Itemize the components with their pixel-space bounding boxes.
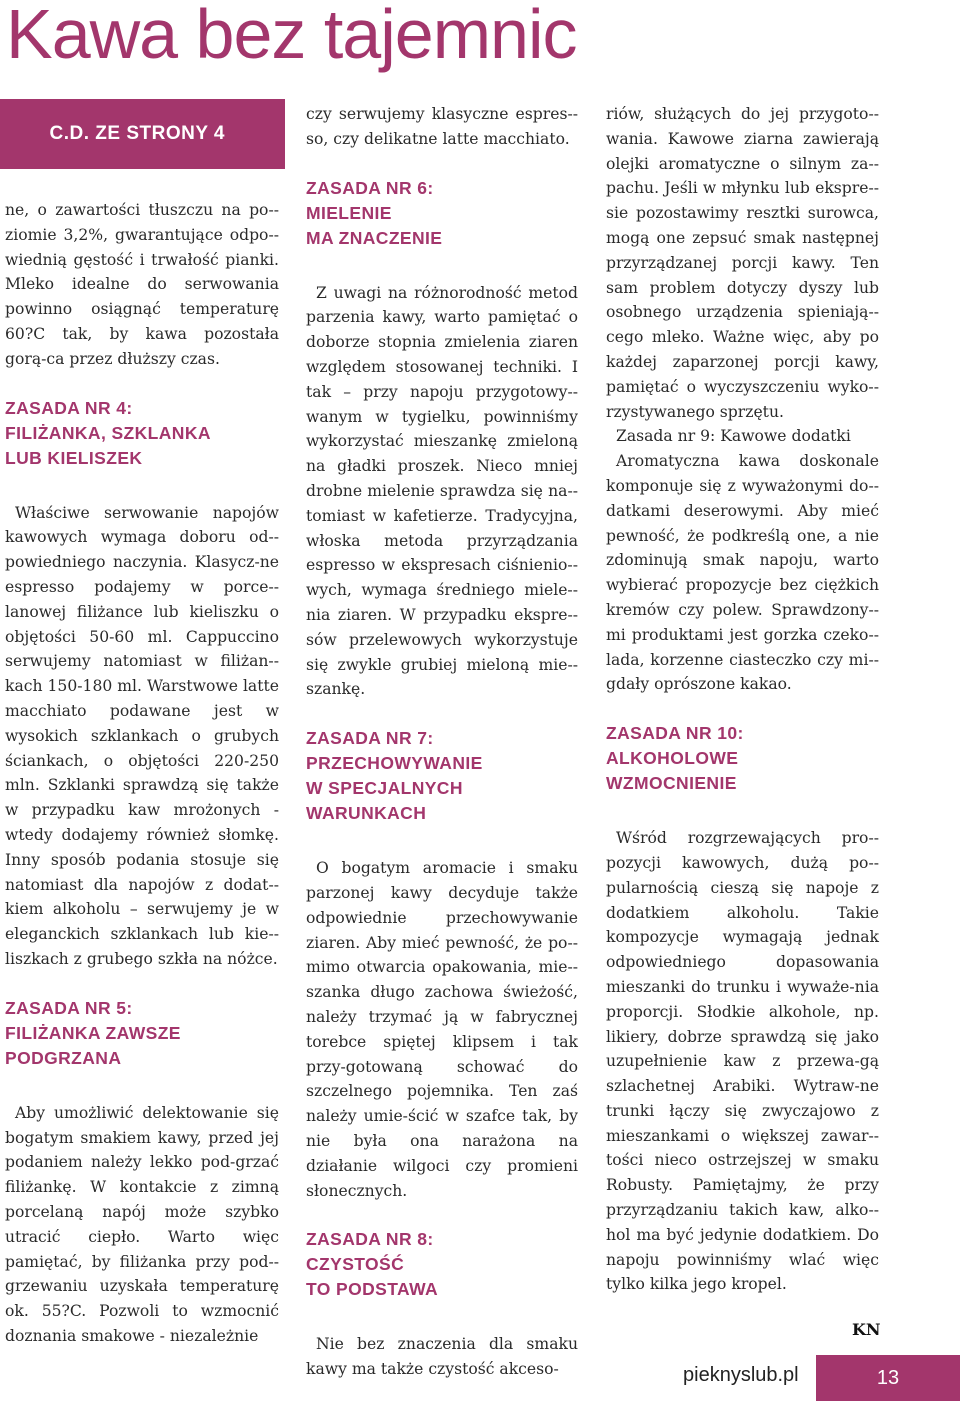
page-number: 13 (876, 1366, 900, 1389)
page-title: Kawa bez tajemnic (6, 0, 577, 73)
continued-from-banner (0, 99, 285, 169)
author-signature: KN (852, 1320, 881, 1339)
section-heading-10: ZASADA NR 10: ALKOHOLOWE WZMOCNIENIE (606, 723, 744, 794)
section-heading-6: ZASADA NR 6: MIELENIE MA ZNACZENIE (306, 177, 443, 248)
page-number-box (816, 1355, 960, 1401)
section-heading-5: ZASADA NR 5: FILIŻANKA ZAWSZE PODGRZANA (5, 997, 181, 1068)
paragraph: Nie bez znaczenia dla smaku kawy ma także czystość akceso- (306, 1335, 578, 1379)
column-1 (5, 198, 279, 1349)
paragraph: Aby umożliwić delektowanie się bogatym smakiem kawy, przed jej podaniem należy lekko pod-grzać filiżankę. W kontakcie z zimną porcelaną napój może szybko utracić ciepło. Warto więc pamiętać, by filiżanka przy pod-grzewaniu uzyskała temperaturę ok. 55?C. Pozwoli to wzmocnić doznania smakowe - niezależnie (5, 1103, 279, 1345)
section-title-9: Zasada nr 9: Kawowe dodatki (616, 427, 851, 446)
section-heading-8: ZASADA NR 8: CZYSTOŚĆ TO PODSTAWA (306, 1229, 439, 1300)
footer-site: pieknyslub.pl (683, 1364, 799, 1386)
section-heading-4: ZASADA NR 4: FILIŻANKA, SZKLANKA LUB KIELISZEK (5, 397, 211, 468)
paragraph: Aromatyczna kawa doskonale komponuje się z wyważonymi do-datkami deserowymi. Aby mieć pewność, że podkreślą one, a nie zdominują smak napoju, warto wybierać propozycje bez ciężkich kremów czy polew. Sprawdzony-mi produktami jest gorzka czeko-lada, korzenne ciasteczko czy mi-gdały oprószone kakao. (606, 452, 879, 694)
paragraph: Właściwe serwowanie napojów kawowych wymaga doboru od-powiedniego naczynia. Klasycz-ne espresso podajemy w porce-lanowej filiżance lub kieliszku o objętości 50-60 ml. Cappuccino serwujemy natomiast w filiżan-kach 150-180 ml. Warstwowe latte macchiato podawane jest w wysokich szklankach o grubych ściankach, o objętości 220-250 mln. Szklanki sprawdzą się także w przypadku kaw mrożonych - wtedy dodajemy również słomkę. Inny sposób podania stosuje się natomiast dla napojów z dodat-kiem alkoholu – serwujemy je w eleganckich szklankach lub kie-liszkach z grubego szkła na nóżce. (5, 503, 279, 968)
paragraph: riów, służących do jej przygoto-wania. Kawowe ziarna zawierają olejki aromatyczne o silnym za-pachu. Jeśli w młynku lub ekspre-sie pozostawimy resztki surowca, mogą one zepsuć smak następnej przyrządzanej porcji kawy. Ten sam problem dotyczy dyszy lub osobnego urządzenia spieniają-cego mleko. Ważne więc, aby po każdej zaparzonej porcji kawy, pamiętać o wyczyszczeniu wyko-rzystywanego sprzętu. (606, 105, 879, 421)
column-3 (606, 102, 879, 1297)
paragraph: O bogatym aromacie i smaku parzonej kawy decyduje także odpowiednie przechowywanie ziaren. Aby mieć pewność, że po-mimo otwarcia opakowania, mie-szanka długo zachowa świeżość, należy trzymać ją w fabrycznej torebce spiętej klipsem i tak przy-gotowaną schować do szczelnego pojemnika. Ten zaś należy umie-ścić w szafce tak, by nie była ona narażona na działanie wilgoci czy promieni słonecznych. (306, 859, 578, 1200)
paragraph: ne, o zawartości tłuszczu na po-ziomie 3,2%, gwarantujące odpo-wiednią gęstość i trwałość pianki. Mleko idealne do serwowania powinno osiągnąć temperaturę 60?C tak, by kawa pozostała gorą-ca przez dłuższy czas. (5, 201, 279, 368)
paragraph: Z uwagi na różnorodność metod parzenia kawy, warto pamiętać o doborze stopnia zmielenia ziaren względem stosowanej techniki. I tak – przy napoju przygotowy-wanym w tygielku, powinniśmy wykorzystać mieszankę zmieloną na gładki proszek. Nieco mniej drobne mielenie sprawdza się na-tomiast w kafetierze. Tradycyjna, włoska metoda przyrządzania espresso w ekspresach ciśnienio-wych, wymaga średniego miele-nia ziaren. W przypadku ekspre-sów przelewowych wykorzystuje się zwykle grubiej mieloną mie-szankę. (306, 283, 578, 699)
paragraph: czy serwujemy klasyczne espres-so, czy delikatne latte macchiato. (306, 105, 578, 148)
column-2 (306, 102, 578, 1382)
section-heading-7: ZASADA NR 7: PRZECHOWYWANIE W SPECJALNYCH WARUNKACH (306, 728, 483, 824)
continued-label: C.D. ZE STRONY 4 (49, 123, 225, 144)
paragraph: Wśród rozgrzewających pro-pozycji kawowych, dużą po-pularnością cieszą się napoje z dodatkiem alkoholu. Takie kompozycje wymagają jednak odpowiedniego dopasowania mieszanki do trunku i wyważe-nia proporcji. Słodkie alkohole, np. likiery, dobrze sprawdzą się jako uzupełnienie kaw z przewa-gą szlachetnej Arabiki. Wytraw-ne trunki łączy się zwyczajowo z mieszankami o większej zawar-tości nieco ostrzejszej w smaku Robusty. Pamiętajmy, że przy przyrządzaniu takich kaw, alko-hol ma być jedynie dodatkiem. Do napoju powinniśmy wlać więc tylko kilka jego kropel. (606, 829, 879, 1294)
